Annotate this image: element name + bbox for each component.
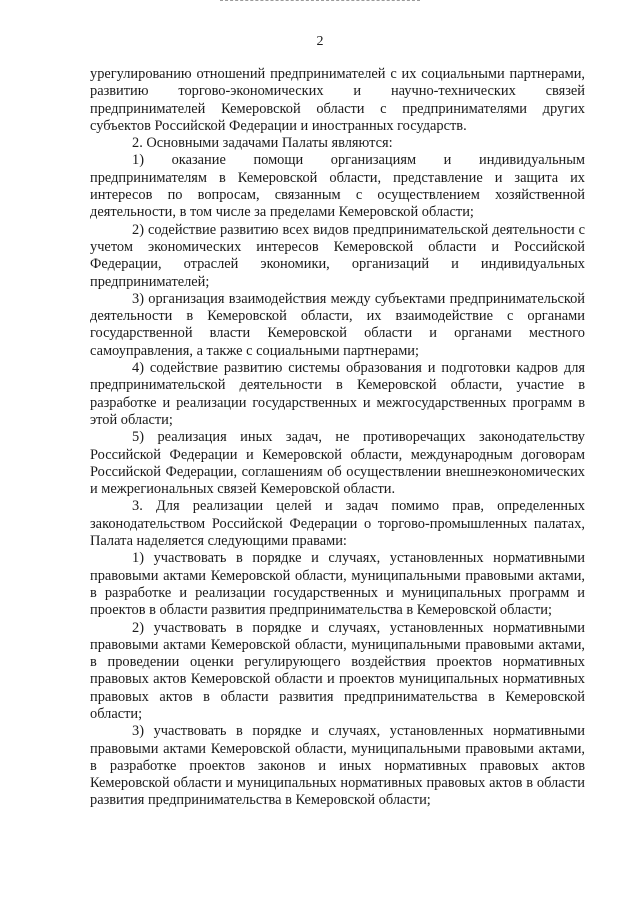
paragraph-rights-heading: 3. Для реализации целей и задач помимо прав, определенных законодательством Российской Федерации о торгово-промышленных палатах, Палата наделяется следующими правами:: [90, 498, 585, 550]
document-body: [90, 66, 585, 810]
paragraph-tasks-heading: 2. Основными задачами Палаты являются:: [132, 135, 393, 152]
paragraph-right-3: 3) участвовать в порядке и случаях, установленных нормативными правовыми актами Кемеровской области, муниципальными правовыми актами, в разработке проектов законов и иных нормативных правовых актов Кемеровской области и муниципальных нормативных правовых актов в области развития предпринимательства в Кемеровской области;: [90, 723, 585, 809]
paragraph-continuation: урегулированию отношений предпринимателей с их социальными партнерами, развитию торгово-экономических и научно-технических связей предпринимателей Кемеровской области с предпринимателями других субъектов Российской Федерации и иностранных государств.: [90, 66, 585, 134]
scan-edge-mark: [220, 0, 420, 2]
paragraph-task-4: 4) содействие развитию системы образования и подготовки кадров для предпринимательской деятельности в Кемеровской области, участие в разработке и реализации государственных и межгосударственных программ в этой области;: [90, 360, 585, 428]
paragraph-task-1: 1) оказание помощи организациям и индивидуальным предпринимателям в Кемеровской области, представление и защита их интересов по вопросам, связанным с осуществлением хозяйственной деятельности, в том числе за пределами Кемеровской области;: [90, 152, 585, 221]
paragraph-right-1: 1) участвовать в порядке и случаях, установленных нормативными правовыми актами Кемеровской области, муниципальными правовыми актами, в разработке и реализации государственных и муниципальных программ и проектов в области развития предпринимательства в Кемеровской области;: [90, 550, 585, 619]
page-number: 2: [316, 34, 324, 49]
paragraph-task-5: 5) реализация иных задач, не противоречащих законодательству Российской Федерации и Кемеровской области, международным договорам Российской Федерации, соглашениям об осуществлении внешнеэкономических и межрегиональных связей Кемеровской области.: [90, 429, 585, 498]
paragraph-right-2: 2) участвовать в порядке и случаях, установленных нормативными правовыми актами Кемеровской области, муниципальными правовыми актами, в проведении оценки регулирующего воздействия проектов нормативных правовых актов Кемеровской области и проектов муниципальных нормативных правовых актов в области развития предпринимательства в Кемеровской области;: [90, 619, 585, 722]
paragraph-task-3: 3) организация взаимодействия между субъектами предпринимательской деятельности в Кемеровской области, их взаимодействие с органами государственной власти Кемеровской области и органами местного самоуправления, а также с социальными партнерами;: [90, 290, 585, 359]
paragraph-task-2: 2) содействие развитию всех видов предпринимательской деятельности с учетом экономических интересов Кемеровской области и Российской Федерации, отраслей экономики, организаций и индивидуальных предпринимателей;: [90, 221, 585, 290]
